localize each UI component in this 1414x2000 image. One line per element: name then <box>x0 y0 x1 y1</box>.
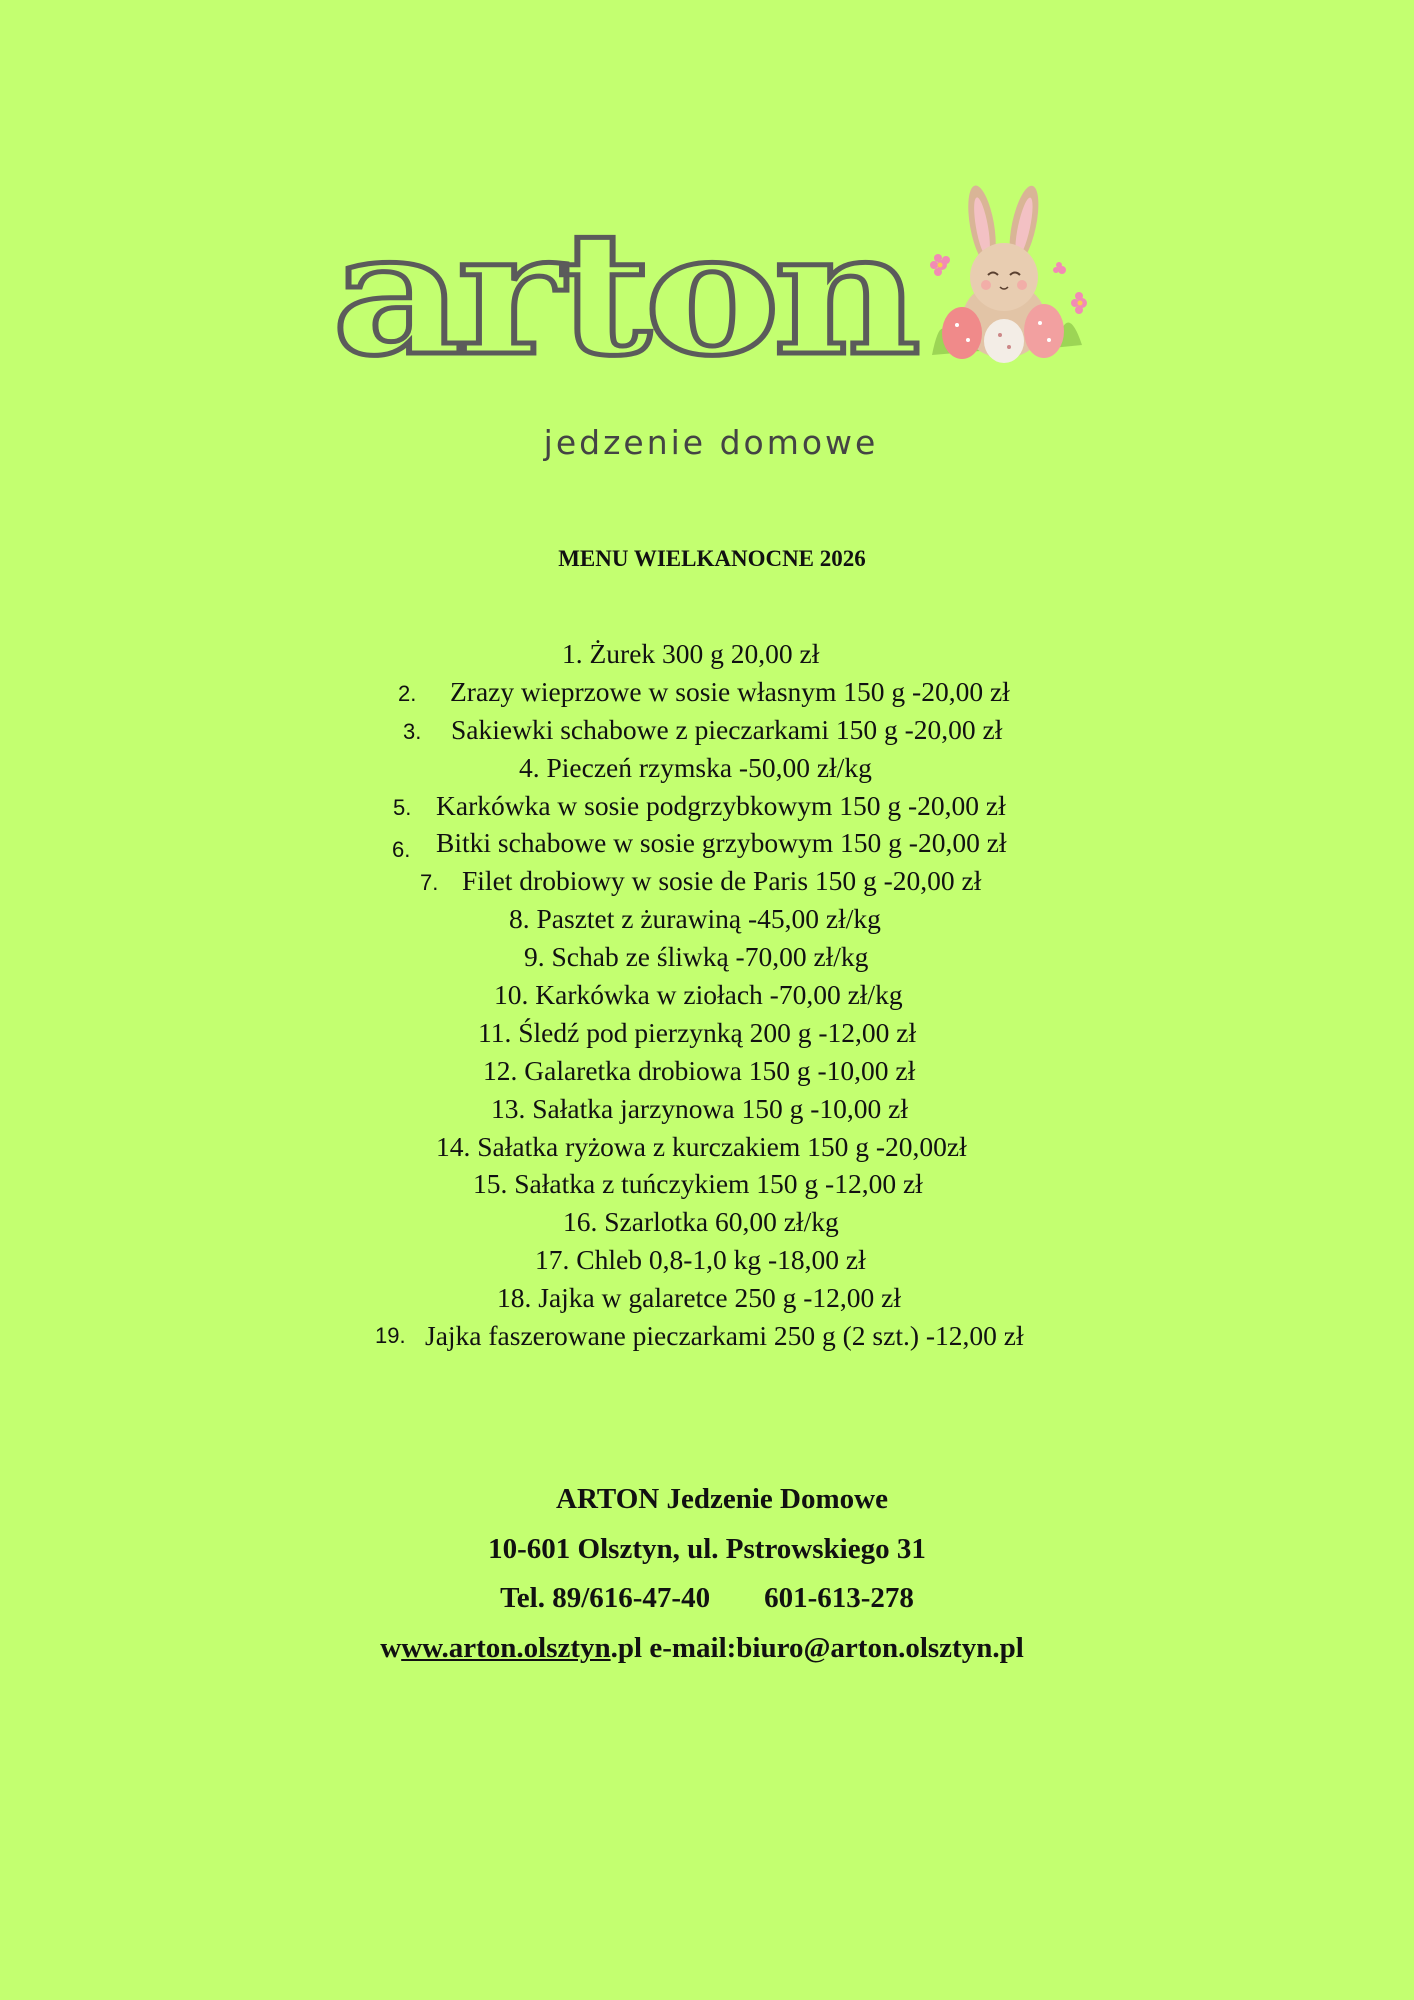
menu-item-text: Sałatka jarzynowa 150 g -10,00 zł <box>532 1092 908 1124</box>
menu-item-number: 4. <box>519 751 540 783</box>
easter-bunny-icon <box>912 185 1102 365</box>
phone-mobile: 601-613-278 <box>764 1582 914 1614</box>
menu-item <box>0 1014 1414 1052</box>
web-email-line <box>0 1623 1414 1673</box>
menu-item-number: 9. <box>524 941 545 973</box>
menu-item <box>0 1317 1414 1355</box>
menu-item-text: Karkówka w sosie podgrzybkowym 150 g -20,00 zł <box>436 789 1006 821</box>
menu-item-text: Schab ze śliwką -70,00 zł/kg <box>551 941 869 973</box>
email-text[interactable]: .pl e-mail:biuro@arton.olsztyn.pl <box>610 1632 1024 1664</box>
menu-item-number: 17. <box>535 1244 570 1276</box>
menu-item-number: 1. <box>562 638 583 669</box>
menu-item <box>0 824 1414 862</box>
menu-item-text: Zrazy wieprzowe w sosie własnym 150 g -20,00 zł <box>450 675 1010 707</box>
phone-landline: Tel. 89/616-47-40 <box>500 1582 711 1614</box>
web-prefix: w <box>380 1632 402 1664</box>
menu-item <box>0 1203 1414 1241</box>
menu-item <box>0 787 1414 825</box>
menu-item-text: Chleb 0,8-1,0 kg -18,00 zł <box>576 1244 866 1276</box>
menu-item-text: Sakiewki schabowe z pieczarkami 150 g -20,00 zł <box>451 713 1003 745</box>
menu-item <box>0 711 1414 749</box>
menu-item <box>0 1052 1414 1090</box>
menu-item-text: Filet drobiowy w sosie de Paris 150 g -20,00 zł <box>462 865 982 897</box>
menu-item-number: 10. <box>494 979 529 1011</box>
menu-item-number: 16. <box>563 1206 598 1238</box>
menu-item <box>0 673 1414 711</box>
arton-logo <box>330 185 1090 370</box>
menu-item <box>0 862 1414 900</box>
website-link[interactable]: ww.arton.olsztyn <box>401 1632 611 1664</box>
logo-wordmark-text: arton <box>332 194 917 370</box>
menu-item <box>0 900 1414 938</box>
menu-item <box>0 1279 1414 1317</box>
menu-item-text: Bitki schabowe w sosie grzybowym 150 g -20,00 zł <box>436 827 1007 859</box>
menu-item-text: Żurek 300 g 20,00 zł <box>589 638 820 669</box>
menu-item-text: Karkówka w ziołach -70,00 zł/kg <box>535 979 903 1011</box>
menu-item-text: Sałatka z tuńczykiem 150 g -12,00 zł <box>514 1168 923 1200</box>
menu-item-number: 13. <box>491 1092 526 1124</box>
menu-item-number: 12. <box>483 1054 518 1086</box>
phone-line <box>0 1574 1414 1623</box>
menu-item <box>0 1128 1414 1166</box>
menu-item <box>0 635 1414 673</box>
menu-item-text: Pieczeń rzymska -50,00 zł/kg <box>546 751 872 783</box>
menu-item-number: 8. <box>509 903 530 935</box>
menu-item <box>0 938 1414 976</box>
menu-item-text: Pasztet z żurawiną -45,00 zł/kg <box>536 903 881 935</box>
menu-item <box>0 1241 1414 1279</box>
menu-item-number: 2. <box>398 680 417 706</box>
address: 10-601 Olsztyn, ul. Pstrowskiego 31 <box>488 1533 926 1565</box>
menu-item-number: 15. <box>473 1168 508 1200</box>
menu-item-text: Szarlotka 60,00 zł/kg <box>604 1206 839 1238</box>
menu-title: MENU WIELKANOCNE 2026 <box>558 546 866 571</box>
menu-item-text: Śledź pod pierzynką 200 g -12,00 zł <box>518 1016 917 1048</box>
menu-item-text: Sałatka ryżowa z kurczakiem 150 g -20,00zł <box>477 1130 967 1162</box>
menu-item-text: Jajka w galaretce 250 g -12,00 zł <box>538 1282 901 1314</box>
menu-item-number: 18. <box>497 1282 532 1314</box>
tagline: jedzenie domowe <box>543 423 879 462</box>
menu-item-number: 5. <box>393 794 412 820</box>
menu-item-number: 11. <box>478 1016 512 1048</box>
menu-item-number: 3. <box>403 718 422 744</box>
menu-item-number: 14. <box>436 1130 471 1162</box>
menu-list <box>0 635 1414 1355</box>
menu-item-text: Galaretka drobiowa 150 g -10,00 zł <box>524 1054 916 1086</box>
menu-item-text: Jajka faszerowane pieczarkami 250 g (2 szt.) -12,00 zł <box>425 1320 1024 1352</box>
menu-item <box>0 976 1414 1014</box>
menu-item <box>0 1090 1414 1128</box>
menu-item-number: 7. <box>420 870 439 896</box>
contact-footer <box>0 1474 1414 1673</box>
business-name: ARTON Jedzenie Domowe <box>556 1483 888 1515</box>
menu-item-number: 6. <box>392 837 411 863</box>
arton-wordmark <box>330 185 930 370</box>
menu-item <box>0 749 1414 787</box>
menu-item <box>0 1165 1414 1203</box>
menu-item-number: 19. <box>375 1323 406 1349</box>
